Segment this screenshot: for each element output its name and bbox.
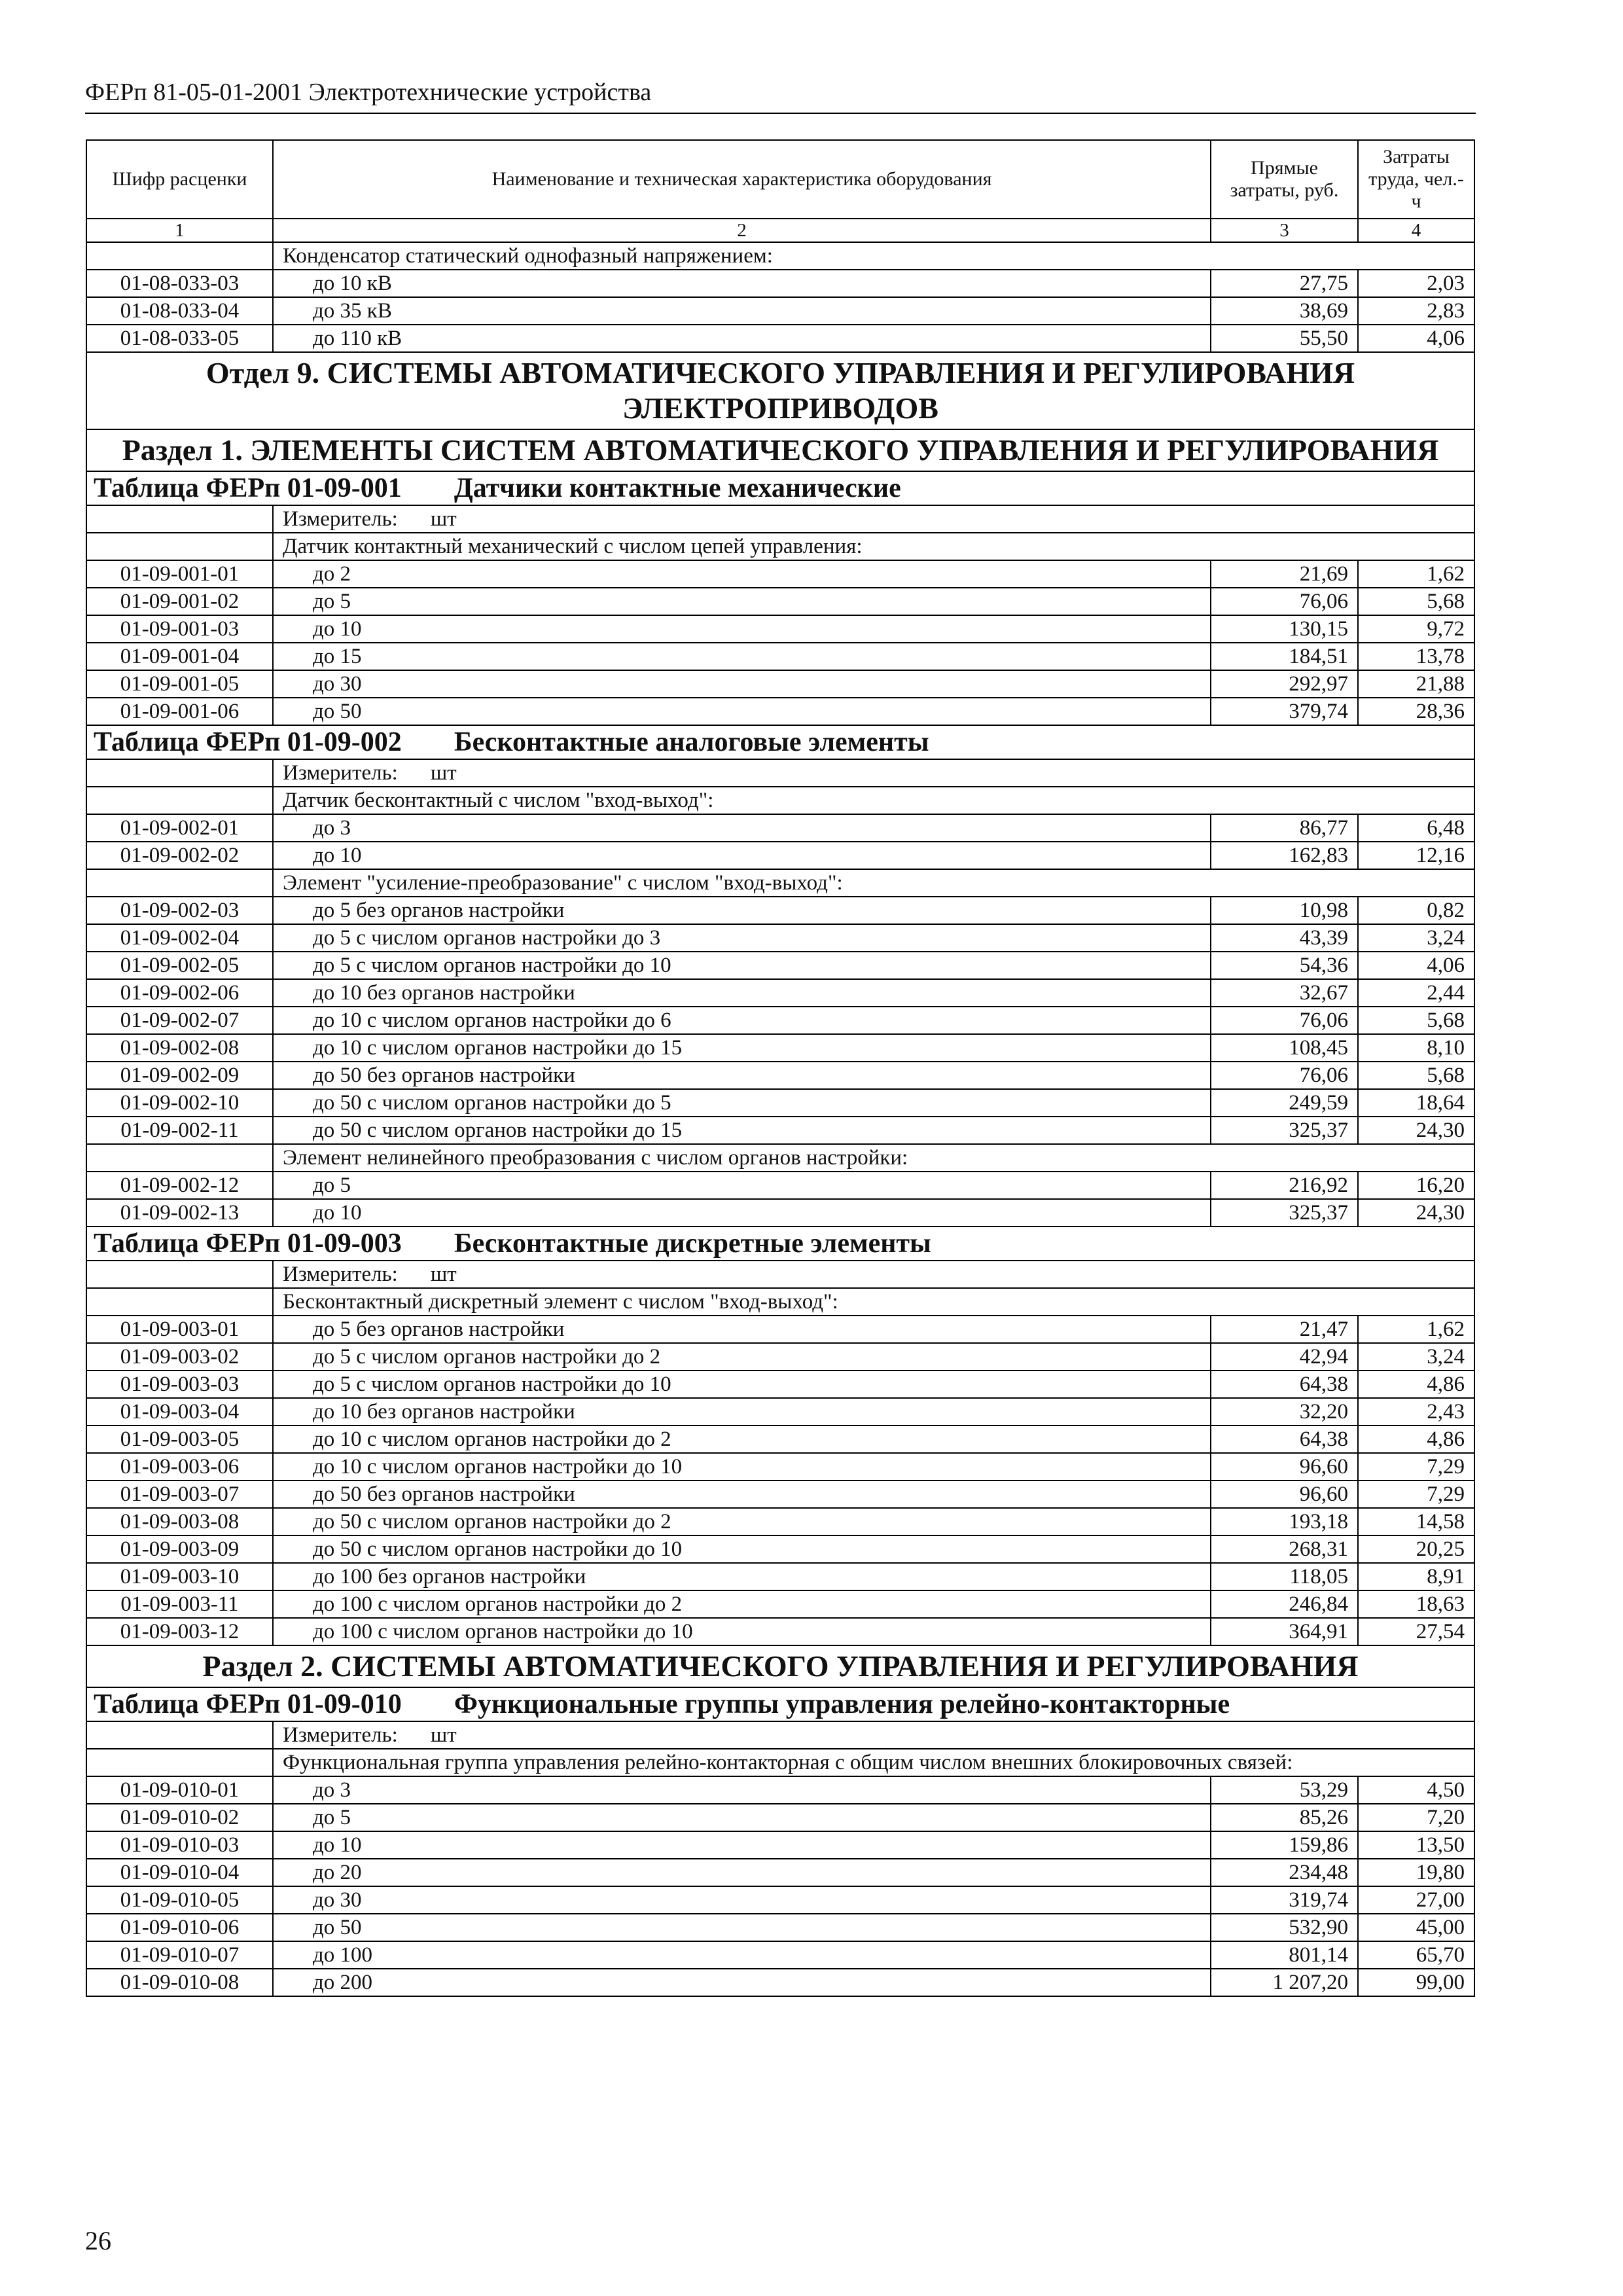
table-title-row (86, 471, 1474, 505)
direct-costs-value: 76,06 (1211, 1062, 1358, 1089)
direct-costs-value: 162,83 (1211, 842, 1358, 869)
direct-costs-value: 246,84 (1211, 1590, 1358, 1618)
table-title (86, 471, 1474, 505)
unit-value: шт (430, 507, 457, 531)
table-row (86, 588, 1474, 615)
labor-value: 21,88 (1358, 670, 1474, 698)
item-name: до 5 (273, 1172, 1211, 1199)
rate-code: 01-09-010-07 (86, 1941, 273, 1969)
direct-costs-value: 32,67 (1211, 979, 1358, 1007)
page-header: ФЕРп 81-05-01-2001 Электротехнические устройства (85, 77, 1476, 114)
section-title: Раздел 1. ЭЛЕМЕНТЫ СИСТЕМ АВТОМАТИЧЕСКОГО УПРАВЛЕНИЯ И РЕГУЛИРОВАНИЯ (86, 429, 1474, 471)
labor-value: 7,20 (1358, 1804, 1474, 1831)
table-row (86, 1062, 1474, 1089)
rate-code: 01-09-002-07 (86, 1007, 273, 1034)
price-table (86, 139, 1475, 1997)
direct-costs-value: 130,15 (1211, 615, 1358, 643)
direct-costs-value: 85,26 (1211, 1804, 1358, 1831)
direct-costs-value: 64,38 (1211, 1426, 1358, 1453)
rate-code: 01-09-001-02 (86, 588, 273, 615)
direct-costs-value: 53,29 (1211, 1776, 1358, 1804)
item-name: до 100 с числом органов настройки до 10 (273, 1618, 1211, 1645)
labor-value: 4,06 (1358, 952, 1474, 979)
table-title-name: Датчики контактные механические (454, 473, 901, 503)
rate-code: 01-09-003-09 (86, 1535, 273, 1563)
table-row (86, 1969, 1474, 1996)
rate-code: 01-09-002-02 (86, 842, 273, 869)
unit-cell (273, 1721, 1474, 1749)
table-row (86, 1199, 1474, 1227)
labor-value: 1,62 (1358, 1316, 1474, 1343)
item-name: до 2 (273, 560, 1211, 588)
group-row (86, 1144, 1474, 1172)
direct-costs-value: 38,69 (1211, 297, 1358, 325)
group-row (86, 1288, 1474, 1316)
rate-code: 01-09-001-06 (86, 698, 273, 725)
group-spacer (86, 1288, 273, 1316)
direct-costs-value: 292,97 (1211, 670, 1358, 698)
direct-costs-value: 32,20 (1211, 1398, 1358, 1426)
item-name: до 50 с числом органов настройки до 10 (273, 1535, 1211, 1563)
rate-code: 01-09-010-02 (86, 1804, 273, 1831)
direct-costs-value: 21,69 (1211, 560, 1358, 588)
rate-code: 01-09-003-01 (86, 1316, 273, 1343)
group-row (86, 787, 1474, 814)
direct-costs-value: 27,75 (1211, 270, 1358, 297)
table-title (86, 1687, 1474, 1721)
labor-value: 4,50 (1358, 1776, 1474, 1804)
table-row (86, 952, 1474, 979)
unit-label: Измеритель: (283, 761, 398, 785)
unit-spacer (86, 1261, 273, 1288)
column-number: 1 (86, 219, 273, 242)
labor-value: 24,30 (1358, 1199, 1474, 1227)
table-header-row (86, 140, 1474, 219)
table-title-name: Бесконтактные дискретные элементы (454, 1229, 931, 1259)
table-row (86, 1941, 1474, 1969)
department-row (86, 352, 1474, 429)
rate-code: 01-09-002-01 (86, 814, 273, 842)
group-spacer (86, 1749, 273, 1776)
item-name: до 3 (273, 1776, 1211, 1804)
direct-costs-value: 21,47 (1211, 1316, 1358, 1343)
rate-code: 01-08-033-03 (86, 270, 273, 297)
table-row (86, 1508, 1474, 1535)
table-row (86, 643, 1474, 670)
table-title-code: Таблица ФЕРп 01-09-001 (94, 473, 402, 503)
labor-value: 2,83 (1358, 297, 1474, 325)
labor-value: 27,54 (1358, 1618, 1474, 1645)
rate-code: 01-09-003-04 (86, 1398, 273, 1426)
item-name: до 10 с числом органов настройки до 15 (273, 1034, 1211, 1062)
rate-code: 01-09-002-12 (86, 1172, 273, 1199)
item-name: до 10 без органов настройки (273, 1398, 1211, 1426)
rate-code: 01-09-010-06 (86, 1914, 273, 1941)
rate-code: 01-09-010-05 (86, 1886, 273, 1914)
item-name: до 10 (273, 615, 1211, 643)
unit-label: Измеритель: (283, 507, 398, 531)
item-name: до 50 (273, 698, 1211, 725)
item-name: до 5 (273, 1804, 1211, 1831)
table-row (86, 1316, 1474, 1343)
direct-costs-value: 193,18 (1211, 1508, 1358, 1535)
rate-code: 01-09-002-06 (86, 979, 273, 1007)
column-number-row (86, 219, 1474, 242)
item-name: до 100 без органов настройки (273, 1563, 1211, 1590)
table-row (86, 560, 1474, 588)
direct-costs-value: 64,38 (1211, 1371, 1358, 1398)
section-title: Раздел 2. СИСТЕМЫ АВТОМАТИЧЕСКОГО УПРАВЛЕНИЯ И РЕГУЛИРОВАНИЯ (86, 1645, 1474, 1687)
group-row (86, 242, 1474, 270)
item-name: до 200 (273, 1969, 1211, 1996)
unit-spacer (86, 1721, 273, 1749)
rate-code: 01-09-003-06 (86, 1453, 273, 1480)
rate-code: 01-09-002-04 (86, 924, 273, 952)
rate-code: 01-09-010-04 (86, 1859, 273, 1886)
unit-spacer (86, 759, 273, 787)
table-row (86, 897, 1474, 924)
direct-costs-value: 118,05 (1211, 1563, 1358, 1590)
direct-costs-value: 159,86 (1211, 1831, 1358, 1859)
direct-costs-value: 801,14 (1211, 1941, 1358, 1969)
labor-value: 45,00 (1358, 1914, 1474, 1941)
group-label: Конденсатор статический однофазный напряжением: (273, 242, 1474, 270)
rate-code: 01-09-001-05 (86, 670, 273, 698)
rate-code: 01-08-033-05 (86, 325, 273, 352)
table-row (86, 1535, 1474, 1563)
table-title-name: Функциональные группы управления релейно-контакторные (454, 1689, 1230, 1719)
rate-code: 01-09-002-08 (86, 1034, 273, 1062)
labor-value: 24,30 (1358, 1117, 1474, 1144)
item-name: до 110 кВ (273, 325, 1211, 352)
column-number: 3 (1211, 219, 1358, 242)
rate-code: 01-09-003-12 (86, 1618, 273, 1645)
item-name: до 10 (273, 1831, 1211, 1859)
rate-code: 01-09-002-10 (86, 1089, 273, 1117)
group-spacer (86, 869, 273, 897)
direct-costs-value: 325,37 (1211, 1199, 1358, 1227)
labor-value: 12,16 (1358, 842, 1474, 869)
item-name: до 10 кВ (273, 270, 1211, 297)
item-name: до 10 (273, 1199, 1211, 1227)
table-row (86, 1117, 1474, 1144)
unit-spacer (86, 505, 273, 533)
item-name: до 5 с числом органов настройки до 2 (273, 1343, 1211, 1371)
labor-value: 18,64 (1358, 1089, 1474, 1117)
unit-value: шт (430, 761, 457, 785)
direct-costs-value: 249,59 (1211, 1089, 1358, 1117)
table-row (86, 615, 1474, 643)
table-row (86, 1859, 1474, 1886)
column-number: 2 (273, 219, 1211, 242)
rate-code: 01-09-002-11 (86, 1117, 273, 1144)
column-number: 4 (1358, 219, 1474, 242)
section-row (86, 1645, 1474, 1687)
rate-code: 01-09-001-01 (86, 560, 273, 588)
table-row (86, 1804, 1474, 1831)
unit-label: Измеритель: (283, 1263, 398, 1286)
table-row (86, 1343, 1474, 1371)
labor-value: 8,91 (1358, 1563, 1474, 1590)
table-row (86, 1426, 1474, 1453)
labor-value: 1,62 (1358, 560, 1474, 588)
table-row (86, 270, 1474, 297)
item-name: до 50 с числом органов настройки до 15 (273, 1117, 1211, 1144)
item-name: до 20 (273, 1859, 1211, 1886)
group-row (86, 869, 1474, 897)
item-name: до 5 с числом органов настройки до 10 (273, 952, 1211, 979)
table-title-row (86, 1227, 1474, 1261)
table-row (86, 698, 1474, 725)
labor-value: 99,00 (1358, 1969, 1474, 1996)
department-title: Отдел 9. СИСТЕМЫ АВТОМАТИЧЕСКОГО УПРАВЛЕНИЯ И РЕГУЛИРОВАНИЯ ЭЛЕКТРОПРИВОДОВ (86, 352, 1474, 429)
item-name: до 5 с числом органов настройки до 3 (273, 924, 1211, 952)
table-row (86, 814, 1474, 842)
item-name: до 50 без органов настройки (273, 1480, 1211, 1508)
item-name: до 10 с числом органов настройки до 2 (273, 1426, 1211, 1453)
direct-costs-value: 54,36 (1211, 952, 1358, 979)
direct-costs-value: 319,74 (1211, 1886, 1358, 1914)
group-label: Элемент "усиление-преобразование" с числом "вход-выход": (273, 869, 1474, 897)
labor-value: 3,24 (1358, 1343, 1474, 1371)
labor-value: 20,25 (1358, 1535, 1474, 1563)
item-name: до 10 с числом органов настройки до 6 (273, 1007, 1211, 1034)
labor-value: 2,03 (1358, 270, 1474, 297)
labor-value: 27,00 (1358, 1886, 1474, 1914)
table-row (86, 1914, 1474, 1941)
table-row (86, 1618, 1474, 1645)
group-row (86, 533, 1474, 560)
item-name: до 100 (273, 1941, 1211, 1969)
table-row (86, 1590, 1474, 1618)
header-labor: Затраты труда, чел.-ч (1358, 140, 1474, 219)
rate-code: 01-09-010-08 (86, 1969, 273, 1996)
item-name: до 5 без органов настройки (273, 1316, 1211, 1343)
group-spacer (86, 533, 273, 560)
unit-label: Измеритель: (283, 1723, 398, 1747)
labor-value: 5,68 (1358, 1007, 1474, 1034)
unit-row (86, 505, 1474, 533)
unit-cell (273, 1261, 1474, 1288)
unit-row (86, 1261, 1474, 1288)
labor-value: 5,68 (1358, 588, 1474, 615)
labor-value: 19,80 (1358, 1859, 1474, 1886)
direct-costs-value: 532,90 (1211, 1914, 1358, 1941)
labor-value: 6,48 (1358, 814, 1474, 842)
labor-value: 9,72 (1358, 615, 1474, 643)
labor-value: 5,68 (1358, 1062, 1474, 1089)
labor-value: 18,63 (1358, 1590, 1474, 1618)
labor-value: 28,36 (1358, 698, 1474, 725)
direct-costs-value: 234,48 (1211, 1859, 1358, 1886)
group-label: Функциональная группа управления релейно-контакторная с общим числом внешних блокировочных связей: (273, 1749, 1474, 1776)
rate-code: 01-09-002-09 (86, 1062, 273, 1089)
direct-costs-value: 268,31 (1211, 1535, 1358, 1563)
table-row (86, 325, 1474, 352)
table-title (86, 1227, 1474, 1261)
table-row (86, 297, 1474, 325)
section-row (86, 429, 1474, 471)
item-name: до 5 без органов настройки (273, 897, 1211, 924)
item-name: до 10 с числом органов настройки до 10 (273, 1453, 1211, 1480)
item-name: до 10 без органов настройки (273, 979, 1211, 1007)
rate-code: 01-09-010-03 (86, 1831, 273, 1859)
labor-value: 4,86 (1358, 1426, 1474, 1453)
item-name: до 50 с числом органов настройки до 5 (273, 1089, 1211, 1117)
rate-code: 01-09-003-08 (86, 1508, 273, 1535)
item-name: до 3 (273, 814, 1211, 842)
item-name: до 30 (273, 1886, 1211, 1914)
direct-costs-value: 108,45 (1211, 1034, 1358, 1062)
rate-code: 01-09-002-03 (86, 897, 273, 924)
table-title-name: Бесконтактные аналоговые элементы (454, 727, 929, 757)
direct-costs-value: 96,60 (1211, 1453, 1358, 1480)
labor-value: 8,10 (1358, 1034, 1474, 1062)
rate-code: 01-09-003-03 (86, 1371, 273, 1398)
table-row (86, 1089, 1474, 1117)
direct-costs-value: 43,39 (1211, 924, 1358, 952)
direct-costs-value: 76,06 (1211, 588, 1358, 615)
table-title-code: Таблица ФЕРп 01-09-003 (94, 1229, 402, 1259)
table-row (86, 1563, 1474, 1590)
direct-costs-value: 325,37 (1211, 1117, 1358, 1144)
table-title-code: Таблица ФЕРп 01-09-010 (94, 1689, 402, 1719)
table-row (86, 1034, 1474, 1062)
table-row (86, 842, 1474, 869)
table-title-code: Таблица ФЕРп 01-09-002 (94, 727, 402, 757)
table-row (86, 1172, 1474, 1199)
item-name: до 10 (273, 842, 1211, 869)
group-label: Датчик бесконтактный с числом "вход-выход": (273, 787, 1474, 814)
labor-value: 13,50 (1358, 1831, 1474, 1859)
rate-code: 01-09-003-02 (86, 1343, 273, 1371)
direct-costs-value: 1 207,20 (1211, 1969, 1358, 1996)
table-title-row (86, 1687, 1474, 1721)
group-spacer (86, 787, 273, 814)
group-spacer (86, 1144, 273, 1172)
rate-code: 01-08-033-04 (86, 297, 273, 325)
direct-costs-value: 96,60 (1211, 1480, 1358, 1508)
group-label: Элемент нелинейного преобразования с числом органов настройки: (273, 1144, 1474, 1172)
rate-code: 01-09-003-11 (86, 1590, 273, 1618)
labor-value: 65,70 (1358, 1941, 1474, 1969)
group-label: Бесконтактный дискретный элемент с числом "вход-выход": (273, 1288, 1474, 1316)
rate-code: 01-09-003-07 (86, 1480, 273, 1508)
table-row (86, 1398, 1474, 1426)
item-name: до 5 с числом органов настройки до 10 (273, 1371, 1211, 1398)
labor-value: 2,43 (1358, 1398, 1474, 1426)
rate-code: 01-09-001-04 (86, 643, 273, 670)
direct-costs-value: 364,91 (1211, 1618, 1358, 1645)
unit-value: шт (430, 1723, 457, 1747)
table-row (86, 1480, 1474, 1508)
direct-costs-value: 216,92 (1211, 1172, 1358, 1199)
header-name: Наименование и техническая характеристика оборудования (273, 140, 1211, 219)
item-name: до 50 без органов настройки (273, 1062, 1211, 1089)
item-name: до 30 (273, 670, 1211, 698)
table-row (86, 1453, 1474, 1480)
labor-value: 0,82 (1358, 897, 1474, 924)
item-name: до 35 кВ (273, 297, 1211, 325)
page-number: 26 (85, 2226, 111, 2255)
labor-value: 4,86 (1358, 1371, 1474, 1398)
unit-row (86, 759, 1474, 787)
labor-value: 14,58 (1358, 1508, 1474, 1535)
rate-code: 01-09-001-03 (86, 615, 273, 643)
labor-value: 7,29 (1358, 1453, 1474, 1480)
table-row (86, 1371, 1474, 1398)
table-row (86, 924, 1474, 952)
group-spacer (86, 242, 273, 270)
unit-row (86, 1721, 1474, 1749)
direct-costs-value: 10,98 (1211, 897, 1358, 924)
labor-value: 16,20 (1358, 1172, 1474, 1199)
labor-value: 13,78 (1358, 643, 1474, 670)
labor-value: 4,06 (1358, 325, 1474, 352)
group-row (86, 1749, 1474, 1776)
item-name: до 50 (273, 1914, 1211, 1941)
rate-code: 01-09-010-01 (86, 1776, 273, 1804)
table-title (86, 725, 1474, 759)
rate-code: 01-09-003-05 (86, 1426, 273, 1453)
unit-value: шт (430, 1263, 457, 1286)
rate-code: 01-09-003-10 (86, 1563, 273, 1590)
group-label: Датчик контактный механический с числом цепей управления: (273, 533, 1474, 560)
table-row (86, 1831, 1474, 1859)
unit-cell (273, 505, 1474, 533)
header-code: Шифр расценки (86, 140, 273, 219)
rate-code: 01-09-002-05 (86, 952, 273, 979)
direct-costs-value: 184,51 (1211, 643, 1358, 670)
item-name: до 50 с числом органов настройки до 2 (273, 1508, 1211, 1535)
unit-cell (273, 759, 1474, 787)
table-row (86, 1776, 1474, 1804)
header-direct-costs: Прямые затраты, руб. (1211, 140, 1358, 219)
table-title-row (86, 725, 1474, 759)
direct-costs-value: 86,77 (1211, 814, 1358, 842)
table-row (86, 1007, 1474, 1034)
labor-value: 7,29 (1358, 1480, 1474, 1508)
table-row (86, 670, 1474, 698)
direct-costs-value: 42,94 (1211, 1343, 1358, 1371)
item-name: до 100 с числом органов настройки до 2 (273, 1590, 1211, 1618)
direct-costs-value: 55,50 (1211, 325, 1358, 352)
direct-costs-value: 76,06 (1211, 1007, 1358, 1034)
item-name: до 5 (273, 588, 1211, 615)
direct-costs-value: 379,74 (1211, 698, 1358, 725)
labor-value: 2,44 (1358, 979, 1474, 1007)
table-row (86, 1886, 1474, 1914)
table-row (86, 979, 1474, 1007)
item-name: до 15 (273, 643, 1211, 670)
rate-code: 01-09-002-13 (86, 1199, 273, 1227)
labor-value: 3,24 (1358, 924, 1474, 952)
